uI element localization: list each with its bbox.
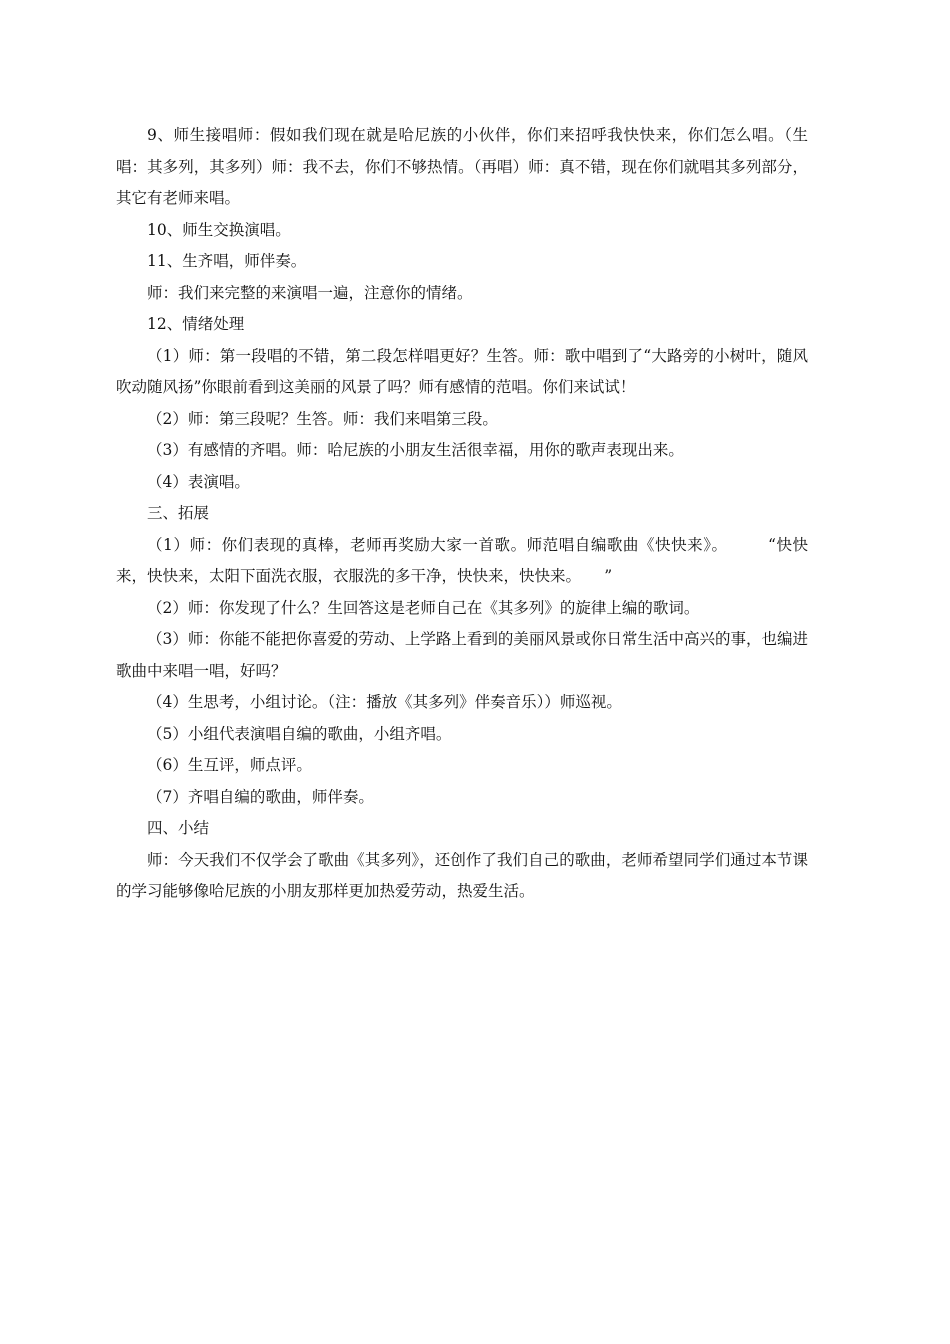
paragraph-emotion-3: （3）有感情的齐唱。师：哈尼族的小朋友生活很幸福，用你的歌声表现出来。: [147, 441, 684, 459]
document-body: [116, 120, 808, 908]
paragraph-item-10: 10、师生交换演唱。: [147, 220, 291, 239]
paragraph-extension-2: （2）师：你发现了什么？生回答这是老师自己在《其多列》的旋律上编的歌词。: [147, 598, 700, 617]
paragraph-summary: 师：今天我们不仅学会了歌曲《其多列》，还创作了我们自己的歌曲，老师希望同学们通过本节课的学习能够像哈尼族的小朋友那样更加热爱劳动，热爱生活。: [116, 850, 808, 900]
paragraph-extension-6: （6）生互评，师点评。: [147, 756, 312, 774]
section-heading-extension: 三、拓展: [147, 504, 210, 522]
paragraph-extension-7: （7）齐唱自编的歌曲，师伴奏。: [147, 787, 374, 806]
paragraph-item-9: 9、师生接唱师：假如我们现在就是哈尼族的小伙伴，你们来招呼我快快来，你们怎么唱。（生唱：其多列，其多列）师：我不去，你们不够热情。（再唱）师：真不错，现在你们就唱其多列部分，其它有老师来唱。: [116, 126, 808, 207]
paragraph-emotion-2: （2）师：第三段呢？生答。师：我们来唱第三段。: [147, 409, 498, 428]
paragraph-item-12-heading: 12、情绪处理: [147, 315, 245, 333]
paragraph-emotion-4: （4）表演唱。: [147, 472, 250, 491]
paragraph-emotion-1: （1）师：第一段唱的不错，第二段怎样唱更好？生答。师：歌中唱到了“大路旁的小树叶，随风吹动随风扬”你眼前看到这美丽的风景了吗？师有感情的范唱。你们来试试！: [116, 346, 808, 396]
paragraph-extension-1: （1）师：你们表现的真棒，老师再奖励大家一首歌。师范唱自编歌曲《快快来》。 “快快来，快快来，太阳下面洗衣服，衣服洗的多干净，快快来，快快来。 ”: [116, 535, 808, 585]
section-heading-summary: 四、小结: [147, 819, 210, 837]
paragraph-extension-3: （3）师：你能不能把你喜爱的劳动、上学路上看到的美丽风景或你日常生活中高兴的事，也编进歌曲中来唱一唱，好吗？: [116, 630, 808, 680]
paragraph-extension-5: （5）小组代表演唱自编的歌曲，小组齐唱。: [147, 724, 452, 743]
paragraph-extension-4: （4）生思考，小组讨论。（注：播放《其多列》伴奏音乐））师巡视。: [147, 693, 622, 711]
paragraph-teacher-note: 师：我们来完整的来演唱一遍，注意你的情绪。: [147, 283, 473, 302]
paragraph-item-11: 11、生齐唱，师伴奏。: [147, 252, 307, 270]
